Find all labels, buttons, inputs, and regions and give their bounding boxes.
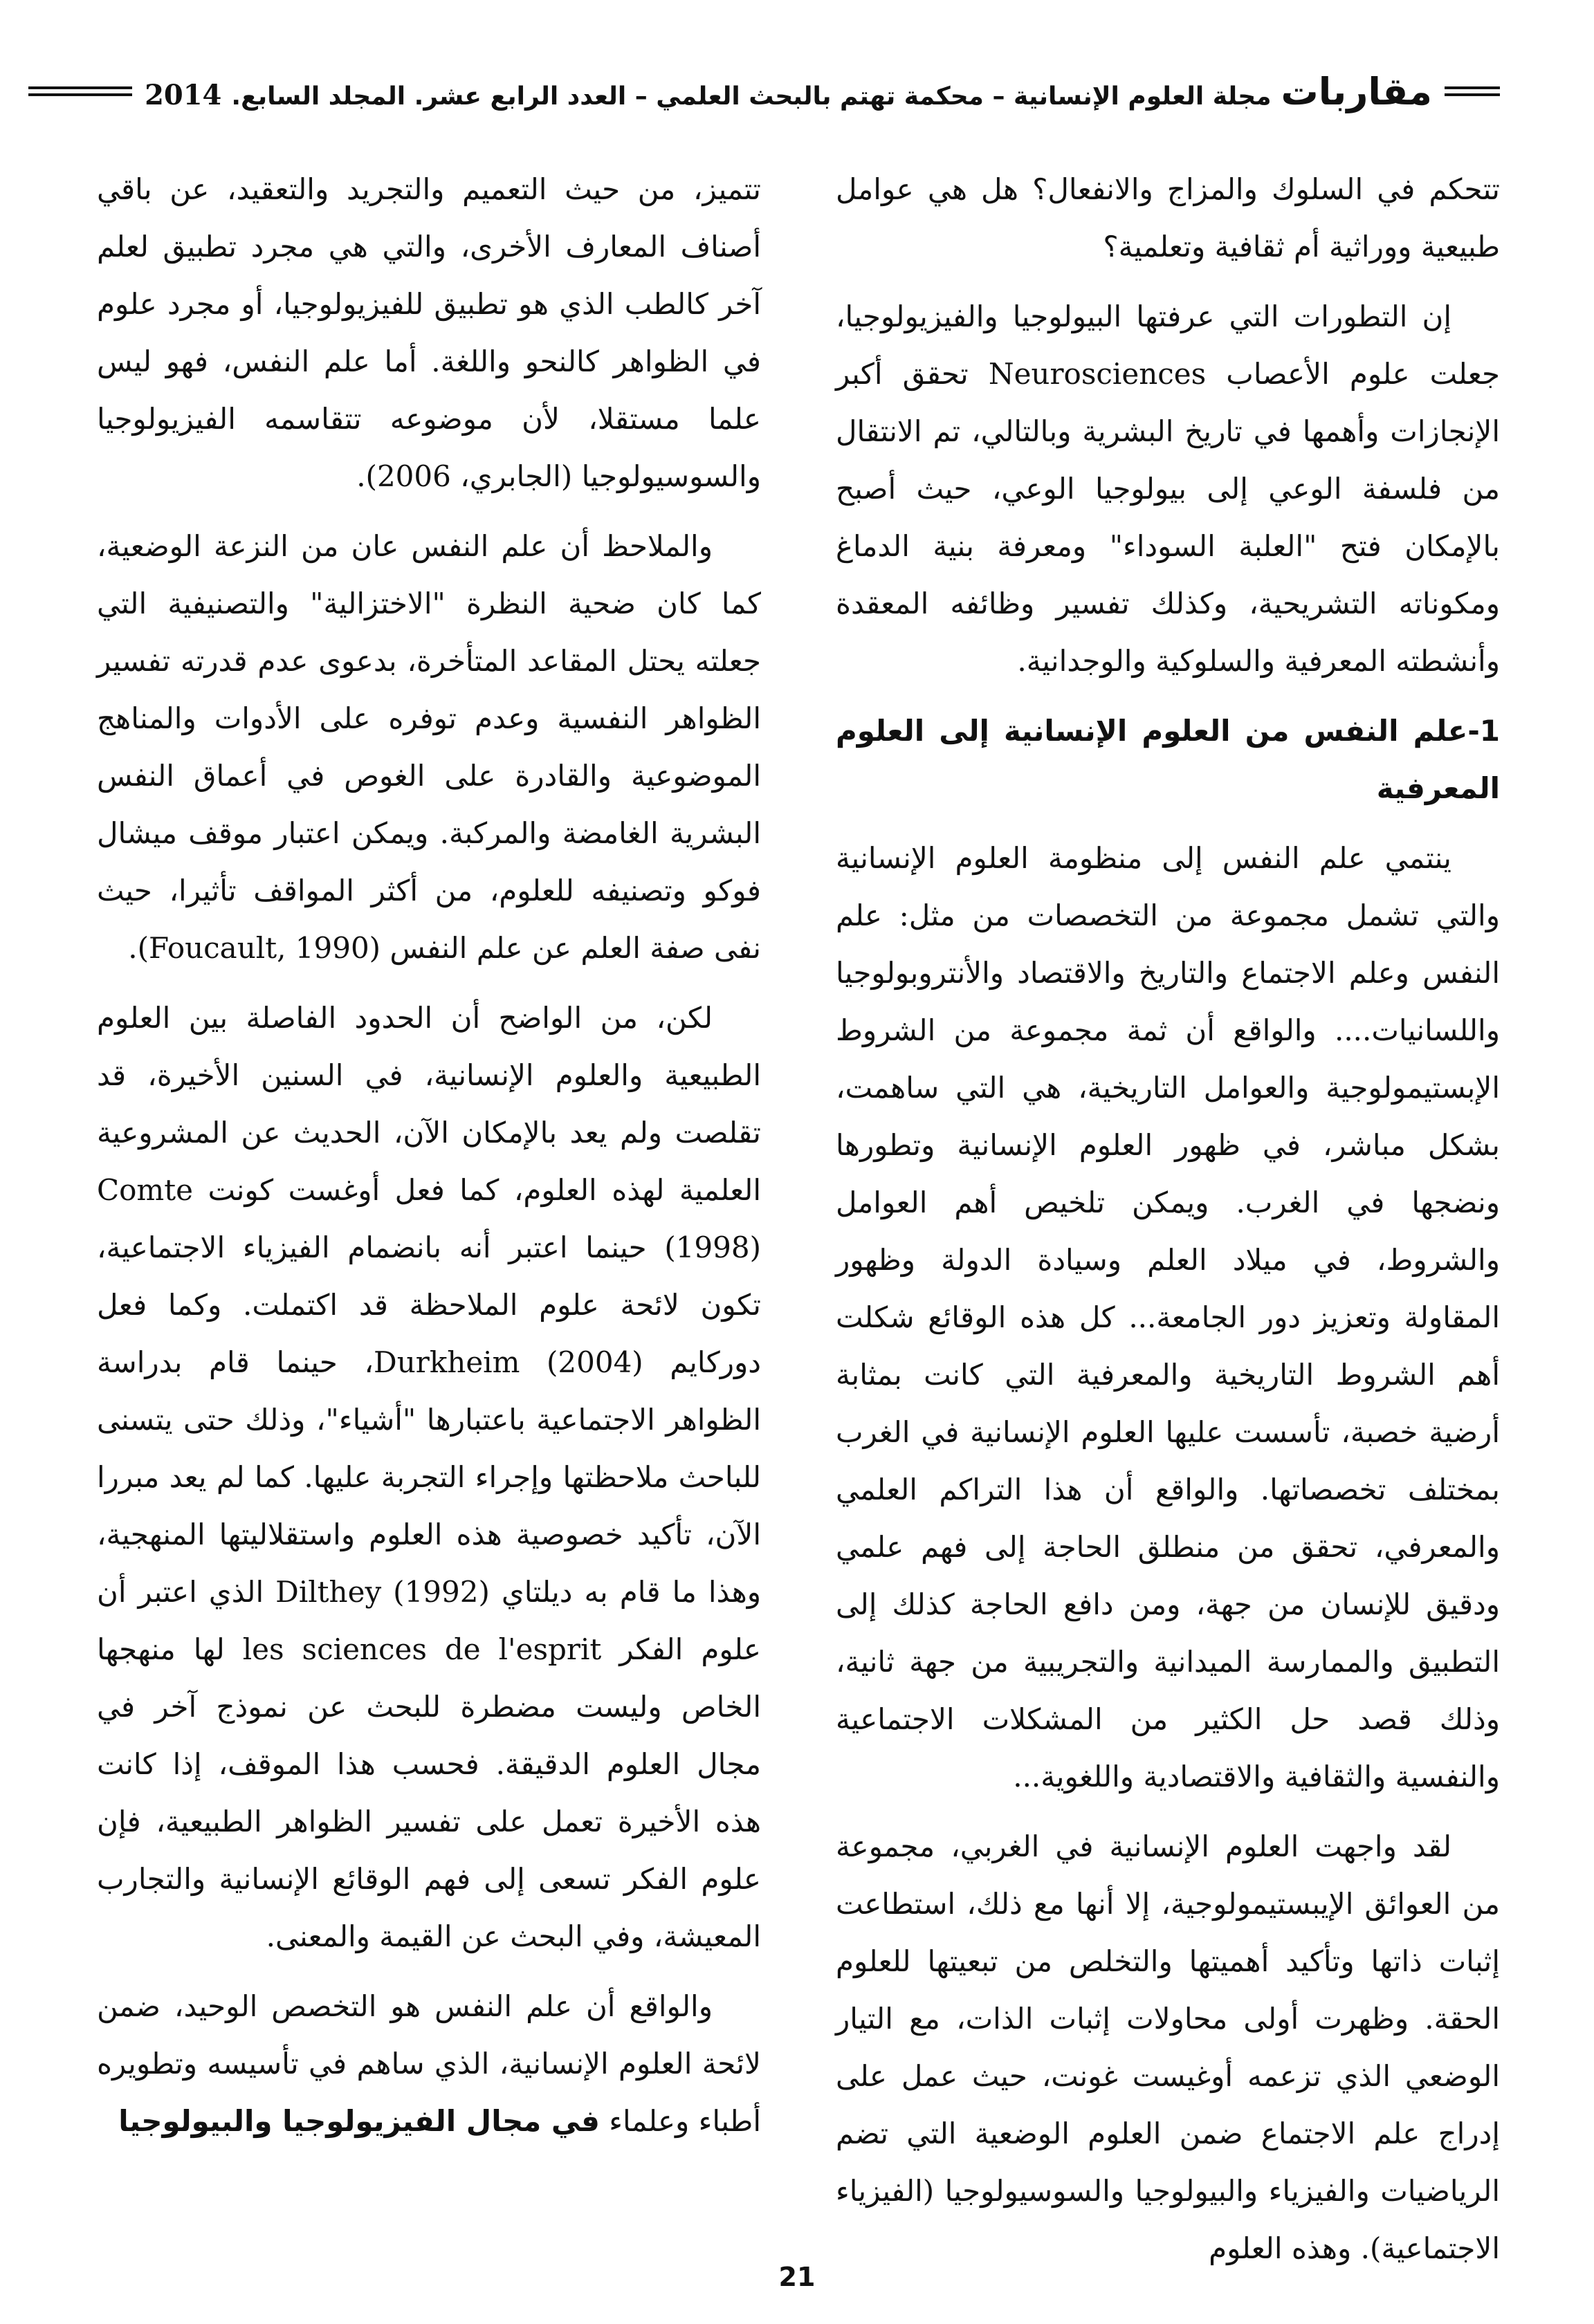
journal-year: 2014 <box>145 78 222 111</box>
paragraph: والملاحظ أن علم النفس عان من النزعة الوضعية، كما كان ضحية النظرة "الاختزالية" والتصنيفية التي جعلته يحتل المقاعد المتأخرة، بدعوى عدم قدرته تفسير الظواهر النفسية وعدم توفره على الأدوات والمناهج الموضوعية والقادرة على الغوص في أعماق النفس البشرية الغامضة والمركبة. ويمكن اعتبار موقف ميشال فوكو وتصنيفه للعلوم، من أكثر المواقف تأثيرا، حيث نفى صفة العلم عن علم النفس (Foucault, 1990). <box>97 529 761 965</box>
bold-phrase: في مجال الفيزيولوجيا والبيولوجيا <box>118 2104 600 2138</box>
page-number: 21 <box>778 2262 816 2292</box>
paragraph <box>97 1977 761 2150</box>
paragraph: تتحكم في السلوك والمزاج والانفعال؟ هل هي عوامل طبيعية ووراثية أم ثقافية وتعلمية؟ <box>836 172 1500 264</box>
paragraph: لكن، من الواضح أن الحدود الفاصلة بين العلوم الطبيعية والعلوم الإنسانية، في السنين الأخيرة، قد تقلصت ولم يعد بالإمكان الآن، الحديث عن المشروعية العلمية لهذه العلوم، كما فعل أوغست كونت Comte (1998) حينما اعتبر أنه بانضمام الفيزياء الاجتماعية، تكون لائحة علوم الملاحظة قد اكتملت. وكما فعل دوركايم Durkheim (2004)، حينما قام بدراسة الظواهر الاجتماعية باعتبارها "أشياء"، وذلك حتى يتسنى للباحث ملاحظتها وإجراء التجربة عليها. كما لم يعد مبررا الآن، تأكيد خصوصية هذه العلوم واستقلاليتها المنهجية، وهذا ما قام به ديلتاي Dilthey (1992) الذي اعتبر أن علوم الفكر les sciences de l'esprit لها منهجها الخاص وليست مضطرة للبحث عن نموذج آخر في مجال العلوم الدقيقة. فحسب هذا الموقف، إذا كانت هذه الأخيرة تعمل على تفسير الظواهر الطبيعية، فإن علوم الفكر تسعى إلى فهم الوقائع الإنسانية والتجارب المعيشة، وفي البحث عن القيمة والمعنى. <box>97 1001 762 1953</box>
left-column <box>97 160 761 2162</box>
paragraph: تتميز، من حيث التعميم والتجريد والتعقيد، عن باقي أصناف المعارف الأخرى، والتي هي مجرد تطبيق لعلم آخر كالطب الذي هو تطبيق للفيزيولوجيا، أو مجرد علوم في الظواهر كالنحو واللغة. أما علم النفس، فهو ليس علما مستقلا، لأن موضوعه تتقاسمه الفيزيولوجيا والسوسيولوجيا (الجابري، 2006). <box>97 172 761 493</box>
header-rule-left <box>28 86 132 96</box>
journal-name: مقاربات <box>1281 69 1432 113</box>
running-header <box>89 64 1500 119</box>
journal-description: مجلة العلوم الإنسانية – محكمة تهتم بالبحث العلمي – العدد الرابع عشر. المجلد السابع. <box>231 82 1272 111</box>
header-rule-right <box>1445 86 1500 96</box>
header-text <box>145 70 1432 113</box>
right-column <box>836 160 1500 2289</box>
section-heading: 1-علم النفس من العلوم الإنسانية إلى العلوم المعرفية <box>836 714 1500 805</box>
paragraph: لقد واجهت العلوم الإنسانية في الغربي، مجموعة من العوائق الإيبستيمولوجية، إلا أنها مع ذلك، استطاعت إثبات ذاتها وتأكيد أهميتها والتخلص من تبعيتها للعلوم الحقة. وظهرت أولى محاولات إثبات الذات، مع التيار الوضعي الذي تزعمه أوغيست غونت، حيث عمل على إدراج علم الاجتماع ضمن العلوم الوضعية التي تضم الرياضيات والفيزياء والبيولوجيا والسوسيولوجيا (الفيزياء الاجتماعية). وهذه العلوم <box>836 1829 1500 2265</box>
paragraph: ينتمي علم النفس إلى منظومة العلوم الإنسانية والتي تشمل مجموعة من التخصصات من مثل: علم النفس وعلم الاجتماع والتاريخ والاقتصاد والأنتروبولوجيا واللسانيات.... والواقع أن ثمة مجموعة من الشروط الإبستيمولوجية والعوامل التاريخية، هي التي ساهمت، بشكل مباشر، في ظهور العلوم الإنسانية وتطورها ونضجها في الغرب. ويمكن تلخيص أهم العوامل والشروط، في ميلاد العلم وسيادة الدولة وظهور المقاولة وتعزيز دور الجامعة... كل هذه الوقائع شكلت أهم الشروط التاريخية والمعرفية التي كانت بمثابة أرضية خصبة، تأسست عليها العلوم الإنسانية في الغرب بمختلف تخصصاتها. والواقع أن هذا التراكم العلمي والمعرفي، تحقق من منطلق الحاجة إلى فهم علمي ودقيق للإنسان من جهة، ومن دافع الحاجة كذلك إلى التطبيق والممارسة الميدانية والتجريبية من جهة ثانية، وذلك قصد حل الكثير من المشكلات الاجتماعية والنفسية والثقافية والاقتصادية واللغوية... <box>836 841 1500 1793</box>
paragraph: إن التطورات التي عرفتها البيولوجيا والفيزيولوجيا، جعلت علوم الأعصاب Neurosciences تحقق أكبر الإنجازات وأهمها في تاريخ البشرية وبالتالي، تم الانتقال من فلسفة الوعي إلى بيولوجيا الوعي، حيث أصبح بالإمكان فتح "العلبة السوداء" ومعرفة بنية الدماغ ومكوناته التشريحية، وكذلك تفسير وظائفه المعقدة وأنشطته المعرفية والسلوكية والوجدانية. <box>836 299 1500 678</box>
paragraph-text: والواقع أن علم النفس هو التخصص الوحيد، ضمن لائحة العلوم الإنسانية، الذي ساهم في تأسيسه وتطويره أطباء وعلماء <box>97 1989 761 2138</box>
